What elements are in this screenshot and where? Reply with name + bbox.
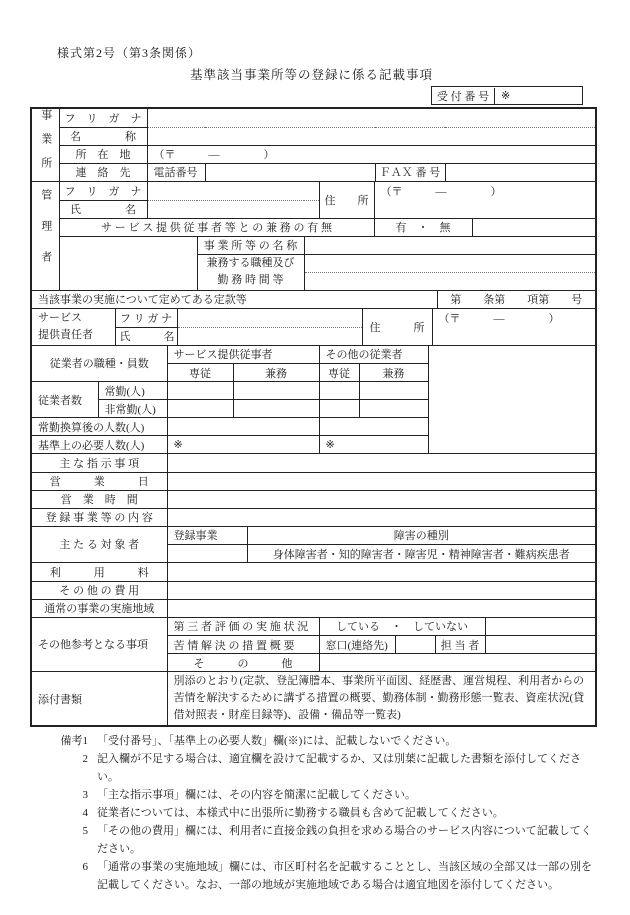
note-text: 従業者については、本様式中に出張所に勤務する職員も含めて記載してください。 [97,807,504,819]
target-section [32,527,595,564]
registered-content-label: 登 録 事 業 等 の 内 容 [32,508,167,526]
service-area-label: 通常の事業の実施地域 [32,599,167,617]
complaint-window-field [395,636,435,654]
staff-other-header: その他の従業者 [319,346,428,364]
office-tel-label: 電話番号 [147,163,205,181]
staff-required-svc-field: ※ [167,436,319,454]
manager-section-label [32,182,59,290]
responsible-section-label [32,309,115,345]
business-hours-label: 営 業 時 間 [32,490,167,508]
articles-section [32,291,595,310]
note-item-1 [30,732,605,750]
staff-fte-svc-field [167,418,319,436]
responsible-label-line2: 提供責任者 [38,328,93,341]
manager-side-label: 管理者 [39,189,52,283]
office-fax-field [445,163,595,181]
attachment-section [32,672,595,725]
manager-concurrent-extra-field [472,218,595,236]
other-fee-label: そ の 他 の 費 用 [32,581,167,599]
note-text: 「受付番号」、「基準上の必要人数」欄(※)には、記載しないでください。 [97,735,457,747]
staff-svc-dedicated-header: 専従 [167,364,233,382]
note-text: 「その他の費用」欄には、利用者に直接金銭の負担を求める場合のサービス内容について記載してください。 [97,825,592,855]
manager-duty-spacer [59,236,197,290]
manager-concurrent-choice: 有 ・ 無 [374,218,472,236]
reception-number-row [30,86,597,105]
simple-rows-section-1 [32,454,595,527]
articles-clause-field: 第 条第 項第 号 [437,291,595,309]
attachment-label: 添付書類 [32,672,167,725]
manager-furigana-label: フ リ ガ ナ [59,182,147,200]
responsible-furigana-label: フ リ ガ ナ [115,309,177,327]
manager-duty-field-line1 [305,255,596,273]
note-number: 備考1 [60,735,88,747]
target-disability-type-header: 障害の種別 [247,527,595,545]
other-fee-field [167,581,595,599]
attachment-text: 別添のとおり(定款、登記簿謄本、事業所平面図、経歴書、運営規程、利用者からの苦情を解決するために講ずる措置の概要、勤務体制・勤務形態一覧表、資産状況(貸借対照表・財産目録等)、設備・備品等一覧表) [173,675,585,721]
fee-field [167,563,595,581]
office-contact-label: 連 絡 先 [59,163,147,181]
note-item-4 [30,804,605,822]
responsible-address-field: （〒 ― ） [432,309,595,345]
manager-duty-label [197,254,304,290]
staff-parttime-other-dedicated-field [319,400,359,418]
manager-address-label: 住 所 [319,182,374,218]
responsible-name-label: 氏 名 [115,327,177,345]
service-area-field [167,599,595,617]
registered-content-field [167,508,595,526]
manager-office-name-field [304,236,595,254]
staff-parttime-label: 非常勤(人) [98,400,167,418]
responsible-address-label: 住 所 [362,309,432,345]
staff-required-other-field: ※ [319,436,428,454]
staff-title: 従業者の職種・員数 [32,346,167,382]
manager-duty-field [304,254,595,290]
office-fax-label: ＦＡＸ 番 号 [375,163,445,181]
manager-section [32,182,595,291]
note-item-5 [30,822,605,858]
other-item-label: そ の 他 [167,654,319,672]
note-text: 記入欄が不足する場合は、適宜欄を設けて記載するか、又は別葉に記載した書類を添付してください。 [97,753,581,783]
staff-parttime-svc-concurrent-field [233,400,319,418]
office-tel-field [205,163,375,181]
staff-fulltime-other-dedicated-field [319,382,359,400]
staff-required-label: 基準上の必要人数(人) [32,436,167,454]
staff-other-concurrent-header: 兼務 [359,364,428,382]
other-item-field [319,654,595,672]
manager-duty-label-line1: 兼務する職種及び [206,257,295,269]
office-section-label [32,109,59,182]
note-number: 3 [82,789,88,801]
target-label: 主 た る 対 象 者 [32,527,167,563]
staff-fte-label: 常勤換算後の人数(人) [32,418,167,436]
target-registered-business-field [167,545,247,563]
note-item-6 [30,858,605,894]
office-furigana-field [147,109,595,127]
staff-svc-header: サービス提供従事者 [167,346,319,364]
third-party-eval-choice: している ・ していない [319,618,485,636]
manager-office-name-label: 事 業 所 等 の 名 称 [197,236,304,254]
instructions-label: 主 な 指 示 事 項 [32,454,167,472]
other-reference-section [32,618,595,673]
office-address-field: （〒 ― ） [147,145,595,163]
page-title: 基準該当事業所等の登録に係る記載事項 [189,68,433,82]
manager-furigana-field [147,182,319,200]
office-name-field [147,127,595,145]
note-item-3 [30,786,605,804]
complaint-person-field [485,636,595,654]
complaint-window-label: 窓口(連絡先) [319,636,395,654]
third-party-eval-label: 第 三 者 評 価 の 実 施 状 況 [167,618,319,636]
note-number: 2 [82,753,88,765]
staff-right-blank [428,346,595,454]
staff-fulltime-label: 常勤(人) [98,382,167,400]
business-days-label: 営 業 日 [32,472,167,490]
main-form-table [30,107,597,727]
note-text: 「主な指示事項」欄には、その内容を簡潔に記載してください。 [97,789,416,801]
manager-address-field: （〒 ― ） [374,182,595,218]
business-days-field [167,472,595,490]
note-text: 「通常の事業の実施地域」欄には、市区町村名を記載することとし、当該区域の全部又は一部の別を記載してください。なお、一部の地域が実施地域である場合は適宜地図を添付してください。 [97,861,592,891]
simple-rows-section-2 [32,563,595,618]
note-item-2 [30,750,605,786]
staff-other-dedicated-header: 専従 [319,364,359,382]
form-number: 様式第2号（第3条関係） [57,46,202,60]
staff-fulltime-svc-dedicated-field [167,382,233,400]
office-section [32,109,595,182]
responsible-section [32,309,595,346]
complaint-person-label: 担 当 者 [435,636,485,654]
staff-fulltime-svc-concurrent-field [233,382,319,400]
staff-svc-concurrent-header: 兼務 [233,364,319,382]
fee-label: 利 用 料 [32,563,167,581]
manager-name-field [147,200,319,218]
staff-count-label: 従業者数 [32,382,98,418]
manager-duty-field-line2 [305,273,596,290]
note-number: 6 [82,861,88,873]
staff-parttime-other-concurrent-field [359,400,428,418]
staff-fte-other-field [319,418,428,436]
office-name-label: 名 称 [59,127,147,145]
responsible-furigana-field [177,309,362,327]
target-registered-business-label: 登録事業 [167,527,247,545]
target-disability-types: 身体障害者・知的障害者・障害児・精神障害者・難病疾患者 [247,545,595,563]
reception-number-label: 受 付 番 号 [432,88,495,104]
responsible-name-field [177,327,362,345]
complaint-label: 苦 情 解 決 の 措 置 概 要 [167,636,319,654]
staff-parttime-svc-dedicated-field [167,400,233,418]
office-side-label: 事業所 [39,109,52,181]
office-address-label: 所 在 地 [59,145,147,163]
manager-name-label: 氏 名 [59,200,147,218]
note-number: 4 [82,807,88,819]
office-furigana-label: フ リ ガ ナ [59,109,147,127]
manager-concurrent-label: サ ー ビ ス 提 供 従 事 者 等 と の 兼 務 の 有 無 [59,218,374,236]
manager-duty-label-line2: 勤 務 時 間 等 [217,274,284,286]
business-hours-field [167,490,595,508]
instructions-field [167,454,595,472]
third-party-eval-extra-field [485,618,595,636]
staff-fulltime-other-concurrent-field [359,382,428,400]
reception-number-field: ※ [501,90,511,102]
other-reference-label: その他参考となる事項 [32,618,167,672]
articles-label: 当該事業の実施について定めてある定款等 [32,291,437,309]
reception-number-box [431,86,583,105]
responsible-label-line1: サービス [38,311,82,324]
staff-section [32,346,595,455]
note-number: 5 [82,825,88,837]
notes-section [30,732,605,894]
